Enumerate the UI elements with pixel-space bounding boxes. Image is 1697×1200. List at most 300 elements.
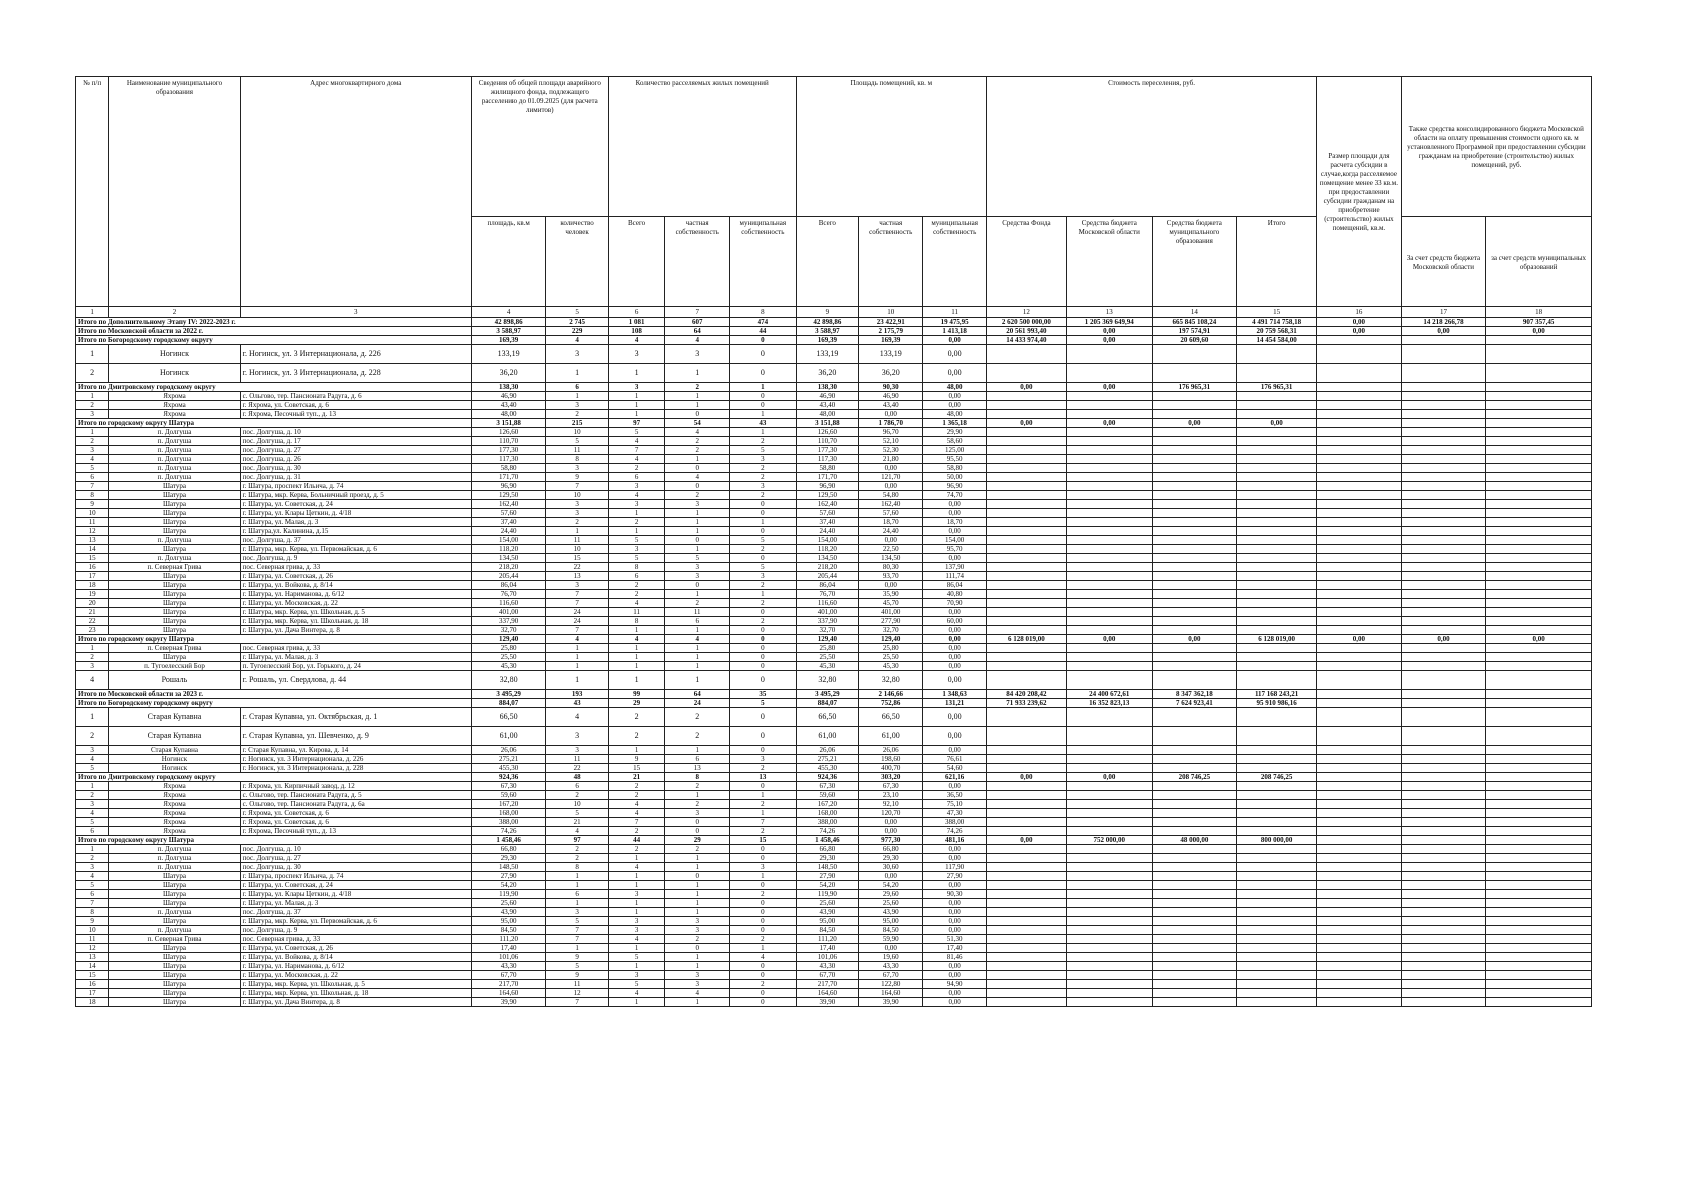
value-cell: 0	[729, 509, 796, 518]
value-cell: 0	[729, 500, 796, 509]
value-cell: 0,00	[923, 746, 986, 755]
row-number: 11	[76, 518, 109, 527]
value-cell: 43,40	[796, 401, 858, 410]
value-cell: 59,60	[471, 791, 546, 800]
empty-cell	[1401, 746, 1486, 755]
empty-cell	[1401, 962, 1486, 971]
empty-cell	[986, 428, 1066, 437]
total-value-cell: 43	[546, 699, 608, 708]
value-cell: 84,50	[471, 926, 546, 935]
empty-cell	[1152, 800, 1237, 809]
value-cell: 52,30	[858, 446, 923, 455]
municipality-cell: Шатура	[109, 980, 240, 989]
address-cell: г. Шатура, ул. Московская, д. 22	[240, 599, 471, 608]
value-cell: 2	[729, 464, 796, 473]
total-value-cell: 20 561 993,40	[986, 327, 1066, 336]
value-cell: 6	[546, 890, 608, 899]
row-number: 8	[76, 491, 109, 500]
empty-cell	[1401, 482, 1486, 491]
value-cell: 110,70	[796, 437, 858, 446]
value-cell: 2	[665, 491, 730, 500]
value-cell: 67,70	[471, 971, 546, 980]
value-cell: 96,90	[471, 482, 546, 491]
address-cell: пос. Долгуша, д. 10	[240, 845, 471, 854]
value-cell: 0	[665, 536, 730, 545]
empty-cell	[1317, 401, 1402, 410]
empty-cell	[1317, 845, 1402, 854]
table-row	[76, 962, 1592, 971]
value-cell: 3	[665, 345, 730, 364]
empty-cell	[1486, 599, 1592, 608]
col-header-area-private: частная собственность	[858, 217, 923, 307]
empty-cell	[1401, 800, 1486, 809]
empty-cell	[1401, 345, 1486, 364]
row-number: 4	[76, 809, 109, 818]
value-cell: 2	[608, 708, 665, 727]
empty-cell	[1486, 845, 1592, 854]
row-number: 4	[76, 872, 109, 881]
value-cell: 168,00	[471, 809, 546, 818]
table-row	[76, 500, 1592, 509]
value-cell: 2	[729, 980, 796, 989]
total-value-cell	[1401, 383, 1486, 392]
empty-cell	[1066, 437, 1152, 446]
value-cell: 388,00	[471, 818, 546, 827]
empty-cell	[1237, 536, 1317, 545]
total-value-cell: 197 574,91	[1152, 327, 1237, 336]
empty-cell	[1237, 881, 1317, 890]
empty-cell	[1317, 872, 1402, 881]
value-cell: 25,60	[796, 899, 858, 908]
value-cell: 7	[546, 626, 608, 635]
value-cell: 0,00	[923, 908, 986, 917]
value-cell: 37,40	[796, 518, 858, 527]
empty-cell	[1066, 926, 1152, 935]
value-cell: 3	[665, 917, 730, 926]
value-cell: 2	[546, 845, 608, 854]
total-value-cell: 8 347 362,18	[1152, 690, 1237, 699]
empty-cell	[1066, 554, 1152, 563]
total-value-cell: 0,00	[1152, 419, 1237, 428]
value-cell: 0	[729, 653, 796, 662]
empty-cell	[1152, 437, 1237, 446]
value-cell: 3	[665, 926, 730, 935]
empty-cell	[1152, 764, 1237, 773]
value-cell: 29,30	[858, 854, 923, 863]
value-cell: 2	[608, 590, 665, 599]
value-cell: 32,70	[796, 626, 858, 635]
value-cell: 2	[665, 446, 730, 455]
municipality-cell: Шатура	[109, 899, 240, 908]
empty-cell	[986, 527, 1066, 536]
value-cell: 74,26	[471, 827, 546, 836]
empty-cell	[1237, 872, 1317, 881]
empty-cell	[986, 437, 1066, 446]
value-cell: 4	[665, 428, 730, 437]
value-cell: 66,80	[858, 845, 923, 854]
value-cell: 455,30	[796, 764, 858, 773]
total-value-cell: 15	[729, 836, 796, 845]
value-cell: 24,40	[858, 527, 923, 536]
value-cell: 58,80	[796, 464, 858, 473]
total-value-cell: 907 357,45	[1486, 318, 1592, 327]
value-cell: 24	[546, 608, 608, 617]
total-value-cell: 129,40	[796, 635, 858, 644]
table-row	[76, 509, 1592, 518]
value-cell: 7	[546, 590, 608, 599]
total-value-cell: 48 000,00	[1152, 836, 1237, 845]
value-cell: 11	[608, 608, 665, 617]
empty-cell	[1152, 581, 1237, 590]
total-value-cell: 1 458,46	[471, 836, 546, 845]
total-value-cell: 0,00	[1066, 383, 1152, 392]
table-row	[76, 917, 1592, 926]
total-value-cell: 4	[546, 635, 608, 644]
row-number: 3	[76, 746, 109, 755]
value-cell: 1	[665, 998, 730, 1007]
table-row	[76, 455, 1592, 464]
value-cell: 66,50	[796, 708, 858, 727]
value-cell: 37,40	[471, 518, 546, 527]
value-cell: 2	[729, 890, 796, 899]
value-cell: 0,00	[923, 989, 986, 998]
empty-cell	[1317, 509, 1402, 518]
col-header-count-private: частная собственность	[665, 217, 730, 307]
total-value-cell: 0,00	[923, 635, 986, 644]
total-value-cell: 1 365,18	[923, 419, 986, 428]
total-value-cell: 43	[729, 419, 796, 428]
value-cell: 0	[729, 392, 796, 401]
row-number: 7	[76, 899, 109, 908]
value-cell: 74,26	[923, 827, 986, 836]
value-cell: 24,40	[796, 527, 858, 536]
empty-cell	[1237, 827, 1317, 836]
total-value-cell: 14 454 584,00	[1237, 336, 1317, 345]
value-cell: 133,19	[471, 345, 546, 364]
value-cell: 0,00	[923, 881, 986, 890]
value-cell: 43,90	[471, 908, 546, 917]
empty-cell	[1237, 608, 1317, 617]
col-header-mo-budget-excess: За счет средств бюджета Московской области	[1401, 217, 1486, 307]
empty-cell	[1317, 890, 1402, 899]
value-cell: 54,80	[858, 491, 923, 500]
value-cell: 11	[546, 755, 608, 764]
empty-cell	[1152, 881, 1237, 890]
address-cell: г. Яхрома, ул. Советская, д. 6	[240, 401, 471, 410]
empty-cell	[1317, 392, 1402, 401]
empty-cell	[1317, 989, 1402, 998]
value-cell: 36,50	[923, 791, 986, 800]
empty-cell	[1152, 563, 1237, 572]
empty-cell	[1317, 563, 1402, 572]
value-cell: 32,80	[858, 671, 923, 690]
value-cell: 0,00	[858, 581, 923, 590]
empty-cell	[1317, 764, 1402, 773]
value-cell: 5	[608, 554, 665, 563]
table-row	[76, 401, 1592, 410]
resettlement-table	[75, 76, 1592, 1007]
row-number: 16	[76, 563, 109, 572]
table-row	[76, 590, 1592, 599]
value-cell: 0	[729, 554, 796, 563]
value-cell: 1	[546, 392, 608, 401]
total-value-cell: 1 458,46	[796, 836, 858, 845]
empty-cell	[1486, 818, 1592, 827]
municipality-cell: Яхрома	[109, 800, 240, 809]
municipality-cell: Шатура	[109, 890, 240, 899]
total-row	[76, 773, 1592, 782]
empty-cell	[986, 653, 1066, 662]
total-value-cell: 665 845 108,24	[1152, 318, 1237, 327]
value-cell: 1	[608, 944, 665, 953]
empty-cell	[1486, 755, 1592, 764]
total-value-cell: 54	[665, 419, 730, 428]
empty-cell	[1237, 908, 1317, 917]
address-cell: г. Шатура, ул. Советская, д. 26	[240, 944, 471, 953]
total-value-cell: 2 620 500 000,00	[986, 318, 1066, 327]
total-value-cell: 215	[546, 419, 608, 428]
value-cell: 48,00	[923, 410, 986, 419]
value-cell: 15	[608, 764, 665, 773]
table-row	[76, 464, 1592, 473]
total-value-cell: 1 081	[608, 318, 665, 327]
empty-cell	[1066, 890, 1152, 899]
value-cell: 0,00	[858, 818, 923, 827]
table-row	[76, 482, 1592, 491]
empty-cell	[1237, 727, 1317, 746]
value-cell: 2	[729, 491, 796, 500]
empty-cell	[1486, 527, 1592, 536]
row-number: 1	[76, 345, 109, 364]
value-cell: 3	[608, 917, 665, 926]
table-row	[76, 653, 1592, 662]
empty-cell	[1066, 644, 1152, 653]
value-cell: 0	[665, 827, 730, 836]
empty-cell	[1401, 989, 1486, 998]
total-value-cell: 44	[608, 836, 665, 845]
empty-cell	[1066, 764, 1152, 773]
value-cell: 137,90	[923, 563, 986, 572]
municipality-cell: Старая Купавна	[109, 727, 240, 746]
empty-cell	[1486, 708, 1592, 727]
municipality-cell: п. Долгуша	[109, 455, 240, 464]
value-cell: 43,30	[471, 962, 546, 971]
total-value-cell	[1486, 773, 1592, 782]
empty-cell	[1152, 854, 1237, 863]
value-cell: 94,90	[923, 980, 986, 989]
value-cell: 4	[729, 953, 796, 962]
total-row-label: Итого по Дополнительному Этапу IV: 2022-2023 г.	[76, 318, 472, 327]
empty-cell	[1152, 818, 1237, 827]
empty-cell	[986, 554, 1066, 563]
empty-cell	[1401, 890, 1486, 899]
value-cell: 5	[608, 428, 665, 437]
value-cell: 101,06	[471, 953, 546, 962]
col-header-mo-budget: Средства бюджета Московской области	[1066, 217, 1152, 307]
address-cell: г. Яхрома, ул. Советская, д. 6	[240, 818, 471, 827]
municipality-cell: Шатура	[109, 599, 240, 608]
empty-cell	[1486, 473, 1592, 482]
empty-cell	[986, 410, 1066, 419]
empty-cell	[1401, 527, 1486, 536]
total-value-cell: 2	[665, 383, 730, 392]
empty-cell	[986, 644, 1066, 653]
value-cell: 0,00	[858, 464, 923, 473]
row-number: 20	[76, 599, 109, 608]
value-cell: 66,50	[858, 708, 923, 727]
total-value-cell: 42 898,86	[796, 318, 858, 327]
value-cell: 0	[729, 989, 796, 998]
table-row	[76, 608, 1592, 617]
total-value-cell	[1317, 773, 1402, 782]
value-cell: 7	[729, 818, 796, 827]
table-row	[76, 998, 1592, 1007]
empty-cell	[1317, 962, 1402, 971]
total-value-cell: 884,07	[796, 699, 858, 708]
value-cell: 25,80	[796, 644, 858, 653]
empty-cell	[1486, 890, 1592, 899]
municipality-cell: п. Долгуша	[109, 554, 240, 563]
total-value-cell: 924,36	[471, 773, 546, 782]
address-cell: пос. Северная грива, д. 33	[240, 563, 471, 572]
total-value-cell: 138,30	[796, 383, 858, 392]
value-cell: 1	[608, 908, 665, 917]
column-number: 15	[1237, 307, 1317, 318]
table-row	[76, 899, 1592, 908]
row-number: 3	[76, 800, 109, 809]
value-cell: 0	[729, 644, 796, 653]
value-cell: 1	[546, 671, 608, 690]
empty-cell	[1486, 800, 1592, 809]
address-cell: г. Шатура, ул. Войкова, д. 8/14	[240, 581, 471, 590]
value-cell: 177,30	[796, 446, 858, 455]
empty-cell	[1486, 971, 1592, 980]
empty-cell	[1486, 345, 1592, 364]
municipality-cell: Ногинск	[109, 345, 240, 364]
value-cell: 17,40	[796, 944, 858, 953]
table-row	[76, 473, 1592, 482]
empty-cell	[1066, 590, 1152, 599]
empty-cell	[1401, 518, 1486, 527]
total-value-cell: 0,00	[1317, 327, 1402, 336]
value-cell: 2	[665, 727, 730, 746]
value-cell: 7	[546, 599, 608, 608]
address-cell: г. Шатура, ул. Дача Винтера, д. 8	[240, 626, 471, 635]
empty-cell	[986, 935, 1066, 944]
value-cell: 1	[665, 791, 730, 800]
total-value-cell: 193	[546, 690, 608, 699]
address-cell: г. Шатура, ул. Дача Винтера, д. 8	[240, 998, 471, 1007]
empty-cell	[1066, 617, 1152, 626]
empty-cell	[1401, 500, 1486, 509]
empty-cell	[1152, 446, 1237, 455]
col-header-municipal-budget: Средства бюджета муниципального образования	[1152, 217, 1237, 307]
empty-cell	[1237, 572, 1317, 581]
value-cell: 1	[608, 662, 665, 671]
empty-cell	[1317, 590, 1402, 599]
empty-cell	[1317, 746, 1402, 755]
municipality-cell: п. Долгуша	[109, 473, 240, 482]
value-cell: 74,26	[796, 827, 858, 836]
empty-cell	[1486, 872, 1592, 881]
value-cell: 1	[546, 653, 608, 662]
value-cell: 2	[665, 599, 730, 608]
value-cell: 164,60	[858, 989, 923, 998]
total-value-cell: 14 218 266,78	[1401, 318, 1486, 327]
total-value-cell: 0,00	[1486, 327, 1592, 336]
value-cell: 1	[608, 653, 665, 662]
value-cell: 25,80	[471, 644, 546, 653]
row-number: 19	[76, 590, 109, 599]
empty-cell	[1317, 428, 1402, 437]
empty-cell	[986, 671, 1066, 690]
value-cell: 0	[665, 482, 730, 491]
value-cell: 3	[546, 500, 608, 509]
value-cell: 148,50	[796, 863, 858, 872]
empty-cell	[1152, 998, 1237, 1007]
empty-cell	[1066, 410, 1152, 419]
value-cell: 119,90	[796, 890, 858, 899]
value-cell: 26,06	[471, 746, 546, 755]
address-cell: г. Шатура, мкр. Керва, ул. Школьная, д. 5	[240, 608, 471, 617]
empty-cell	[1486, 401, 1592, 410]
table-row	[76, 392, 1592, 401]
value-cell: 9	[608, 755, 665, 764]
value-cell: 217,70	[796, 980, 858, 989]
value-cell: 61,00	[858, 727, 923, 746]
total-value-cell	[1486, 836, 1592, 845]
empty-cell	[986, 872, 1066, 881]
value-cell: 0	[665, 818, 730, 827]
address-cell: г. Ногинск, ул. 3 Интернационала, д. 228	[240, 364, 471, 383]
value-cell: 129,50	[471, 491, 546, 500]
value-cell: 5	[665, 554, 730, 563]
table-row	[76, 446, 1592, 455]
empty-cell	[1152, 509, 1237, 518]
empty-cell	[1237, 854, 1317, 863]
empty-cell	[1237, 518, 1317, 527]
value-cell: 2	[665, 708, 730, 727]
empty-cell	[1066, 455, 1152, 464]
empty-cell	[1317, 491, 1402, 500]
value-cell: 48,00	[471, 410, 546, 419]
value-cell: 96,90	[796, 482, 858, 491]
value-cell: 58,60	[923, 437, 986, 446]
empty-cell	[986, 917, 1066, 926]
empty-cell	[1317, 827, 1402, 836]
value-cell: 11	[546, 980, 608, 989]
empty-cell	[1066, 671, 1152, 690]
value-cell: 59,60	[796, 791, 858, 800]
empty-cell	[1317, 518, 1402, 527]
value-cell: 400,70	[858, 764, 923, 773]
empty-cell	[1486, 572, 1592, 581]
empty-cell	[1066, 854, 1152, 863]
value-cell: 111,20	[796, 935, 858, 944]
value-cell: 162,40	[471, 500, 546, 509]
total-value-cell: 2 175,79	[858, 327, 923, 336]
empty-cell	[986, 455, 1066, 464]
total-value-cell	[1317, 383, 1402, 392]
value-cell: 1	[608, 509, 665, 518]
row-number: 3	[76, 863, 109, 872]
table-row	[76, 944, 1592, 953]
empty-cell	[1486, 727, 1592, 746]
empty-cell	[986, 746, 1066, 755]
value-cell: 11	[665, 608, 730, 617]
value-cell: 45,30	[796, 662, 858, 671]
empty-cell	[1317, 881, 1402, 890]
